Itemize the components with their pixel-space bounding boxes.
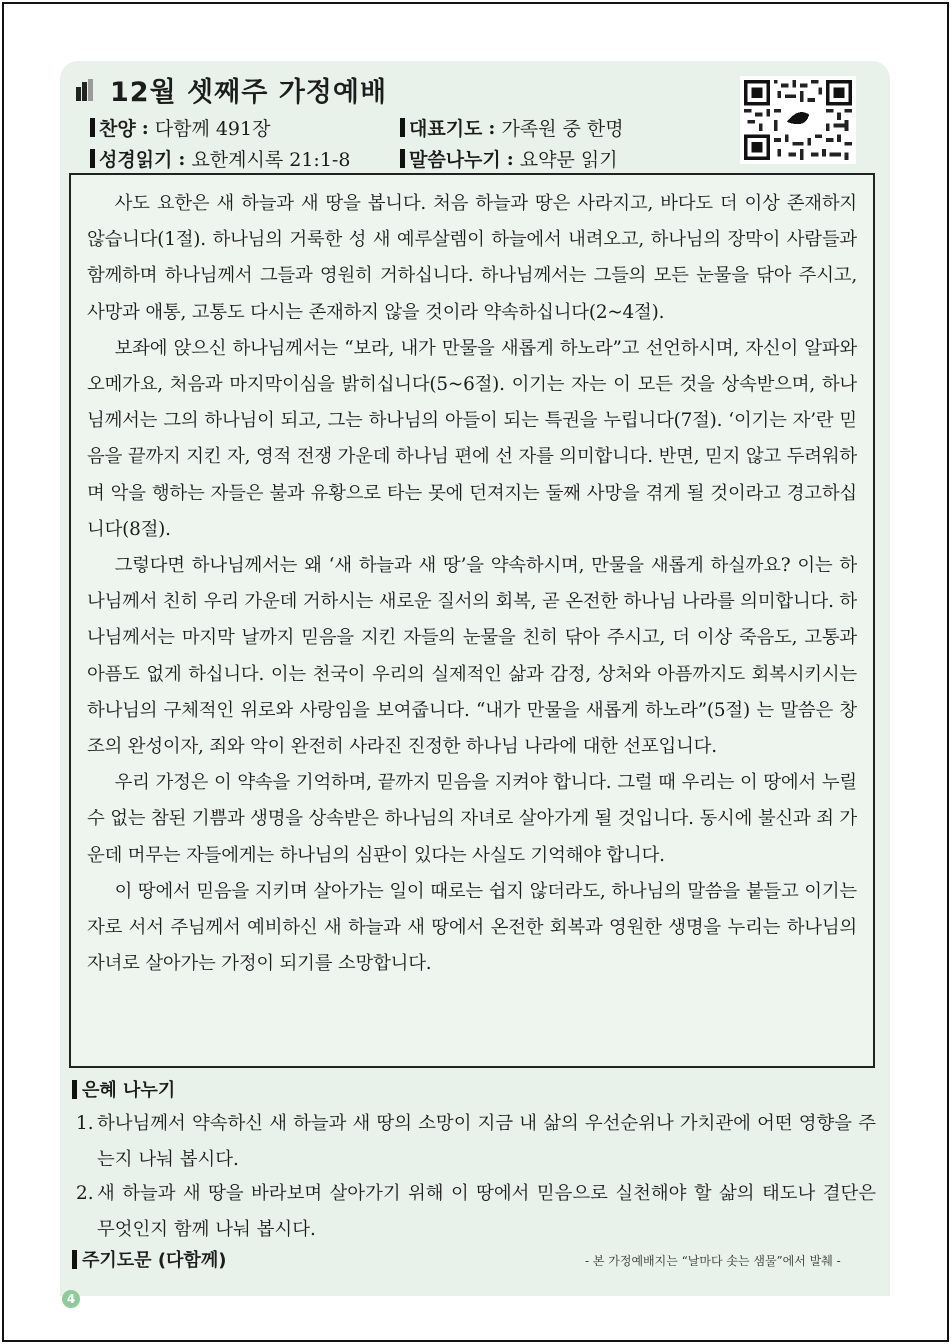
body-paragraph: 보좌에 앉으신 하나님께서는 “보라, 내가 만물을 새롭게 하노라”고 선언하시며, 자신이 알파와 오메가요, 처음과 마지막이심을 밝히십니다(5~6절). 이기는 자는 이 모든 것을 상속받으며, 하나님께서는 그의 하나님이 되고, 그는 하나님의 아들이 되는 특권을 누립니다(7절). ‘이기는 자’란 믿음을 끝까지 지킨 자, 영적 전쟁 가운데 하나님 편에 선 자를 의미합니다. 반면, 믿지 않고 두려워하며 악을 행하는 자들은 불과 유황으로 타는 못에 던져지는 둘째 사망을 겪게 될 것이라고 경고하십니다(8절).: [87, 337, 857, 540]
bullet-mark: [400, 149, 405, 168]
question-text: 하나님께서 약속하신 새 하늘과 새 땅의 소망이 지금 내 삶의 우선순위나 가치관에 어떤 영향을 주는지 나눠 봅시다.: [97, 1113, 876, 1170]
qr-code-icon[interactable]: [740, 76, 856, 164]
bullet-mark: [90, 149, 95, 168]
reading-value: 요한계시록 21:1-8: [191, 149, 351, 171]
sermon-summary-box: [69, 173, 875, 1068]
question-number: 2.: [76, 1183, 94, 1204]
closing-heading: [72, 1246, 226, 1272]
prayer-label: 대표기도: [409, 118, 483, 140]
colon: :: [141, 116, 149, 139]
sharing-info: [400, 145, 618, 172]
page-title: 12월 셋째주 가정예배: [110, 77, 388, 108]
source-note: - 본 가정예배지는 “날마다 솟는 샘물”에서 발췌 -: [585, 1254, 841, 1268]
question-item: [76, 1176, 876, 1248]
title-row: [76, 70, 387, 109]
body-paragraph: 우리 가정은 이 약속을 기억하며, 끝까지 믿음을 지켜야 합니다. 그럴 때 우리는 이 땅에서 누릴 수 없는 참된 기쁨과 생명을 상속받은 하나님의 자녀로 살아가게 될 것입니다. 동시에 불신과 죄 가운데 머무는 자들에게는 하나님의 심판이 있다는 사실도 기억해야 합니다.: [87, 772, 857, 866]
bullet-mark: [72, 1080, 77, 1099]
colon: :: [506, 147, 514, 170]
bullet-mark: [400, 118, 405, 137]
bar-chart-icon: [76, 79, 94, 101]
question-item: [76, 1106, 876, 1178]
colon: :: [178, 147, 186, 170]
reading-info: [90, 145, 350, 172]
body-paragraph: 그렇다면 하나님께서는 왜 ‘새 하늘과 새 땅’을 약속하시며, 만물을 새롭게 하실까요? 이는 하나님께서 친히 우리 가운데 거하시는 새로운 질서의 회복, 곧 온전한 하나님 나라를 의미합니다. 하나님께서는 마지막 날까지 믿음을 지킨 자들의 눈물을 친히 닦아 주시고, 더 이상 죽음도, 고통과 아픔도 없게 하십니다. 이는 천국이 우리의 실제적인 삶과 감정, 상처와 아픔까지도 회복시키시는 하나님의 구체적인 위로와 사랑임을 보여줍니다. “내가 만물을 새롭게 하노라”(5절) 는 말씀은 창조의 완성이자, 죄와 악이 완전히 사라진 진정한 하나님 나라에 대한 선포입니다.: [87, 555, 857, 758]
bullet-mark: [72, 1250, 77, 1269]
question-number: 1.: [76, 1113, 94, 1134]
sharing-heading: [72, 1076, 175, 1102]
prayer-value: 가족원 중 한명: [501, 118, 624, 140]
hymn-value: 다함께 491장: [154, 118, 271, 140]
question-text: 새 하늘과 새 땅을 바라보며 살아가기 위해 이 땅에서 믿음으로 실천해야 할 삶의 태도나 결단은 무엇인지 함께 나눠 봅시다.: [97, 1183, 876, 1240]
colon: :: [488, 116, 496, 139]
sharing-label: 말씀나누기: [409, 149, 501, 171]
page-number: 4: [62, 1290, 80, 1308]
sharing-value: 요약문 읽기: [519, 149, 618, 171]
prayer-info: [400, 114, 624, 141]
bullet-mark: [90, 118, 95, 137]
hymn-label: 찬양: [99, 118, 136, 140]
hymn-info: [90, 114, 270, 141]
body-paragraph: 사도 요한은 새 하늘과 새 땅을 봅니다. 처음 하늘과 땅은 사라지고, 바다도 더 이상 존재하지 않습니다(1절). 하나님의 거룩한 성 새 예루살렘이 하늘에서 내려오고, 하나님의 장막이 사람들과 함께하며 하나님께서 그들과 영원히 거하십니다. 하나님께서는 그들의 모든 눈물을 닦아 주시고, 사망과 애통, 고통도 다시는 존재하지 않을 것이라 약속하십니다(2~4절).: [87, 193, 857, 323]
closing-heading-text: 주기도문 (다함께): [82, 1250, 227, 1271]
sharing-heading-text: 은혜 나누기: [82, 1080, 176, 1101]
body-paragraph: 이 땅에서 믿음을 지키며 살아가는 일이 때로는 쉽지 않더라도, 하나님의 말씀을 붙들고 이기는 자로 서서 주님께서 예비하신 새 하늘과 새 땅에서 온전한 회복과 영원한 생명을 누리는 하나님의 자녀로 살아가는 가정이 되기를 소망합니다.: [87, 880, 857, 975]
reading-label: 성경읽기: [99, 149, 173, 171]
